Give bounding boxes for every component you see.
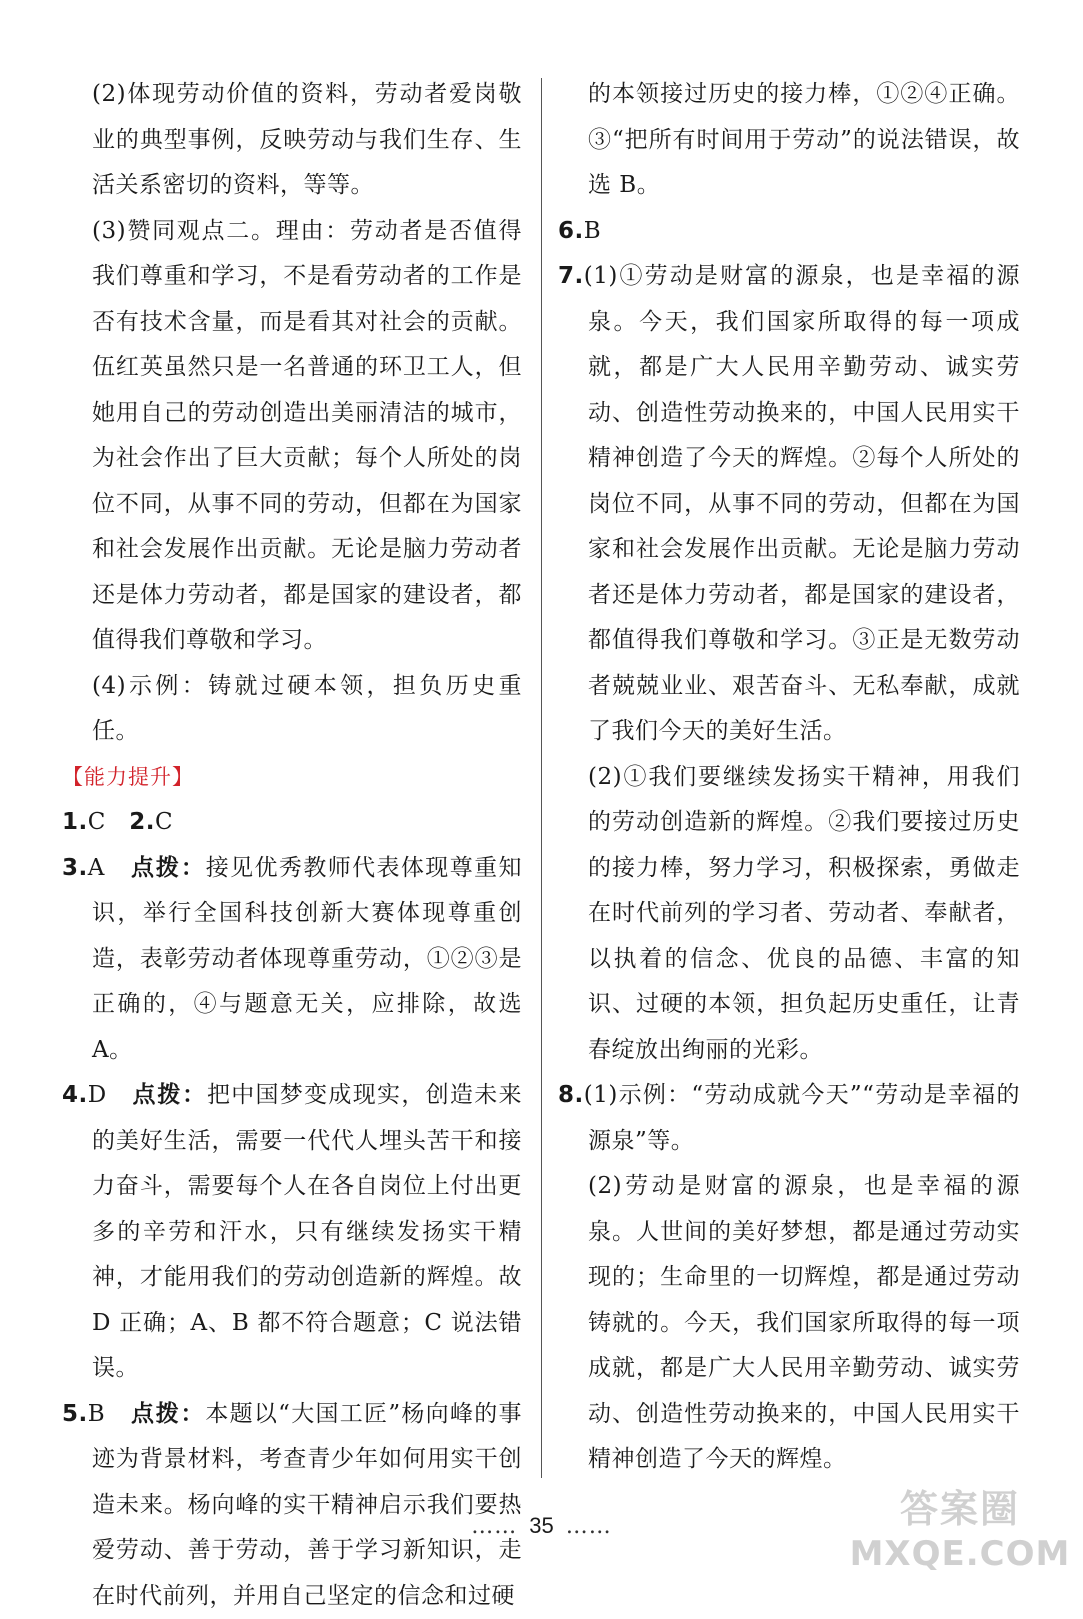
- answer-7-part-2: (2)①我们要继续发扬实干精神，用我们的劳动创造新的辉煌。②我们要接过历史的接力棒，努力学习，积极探索，勇做走在时代前列的学习者、劳动者、奉献者，以执着的信念、优良的品德、丰富的知识、过硬的本领，担负起历史重任，让青春绽放出绚丽的光彩。: [558, 755, 1020, 1074]
- watermark-url: MXQE.COM: [842, 1534, 1078, 1574]
- footer-dots-left: ……: [471, 1514, 517, 1539]
- answer-letter: C: [155, 809, 173, 835]
- left-column: [62, 72, 522, 1619]
- answer-letter: A: [88, 855, 105, 881]
- hint-text: 接见优秀教师代表体现尊重知识，举行全国科技创新大赛体现尊重创造，表彰劳动者体现尊重劳动，①②③是正确的，④与题意无关，应排除，故选 A。: [92, 855, 522, 1063]
- hint-label: 点拨：: [133, 1082, 207, 1108]
- column-divider: [541, 78, 542, 1478]
- question-number: 6.: [558, 218, 584, 244]
- question-number: 8.: [558, 1082, 584, 1108]
- answer-text: (1)示例：“劳动成就今天”“劳动是幸福的源泉”等。: [584, 1082, 1020, 1154]
- answer-5-continued: 的本领接过历史的接力棒，①②④正确。③“把所有时间用于劳动”的说法错误，故选 B。: [558, 72, 1020, 209]
- answer-8-part-1: [558, 1073, 1020, 1164]
- answer-5: [62, 1392, 522, 1619]
- question-number: 3.: [62, 855, 88, 881]
- answer-1-2: [62, 800, 522, 846]
- hint-label: 点拨：: [131, 855, 206, 881]
- answer-8-part-2: (2)劳动是财富的源泉，也是幸福的源泉。人世间的美好梦想，都是通过劳动实现的；生命里的一切辉煌，都是通过劳动铸就的。今天，我们国家所取得的每一项成就，都是广大人民用辛勤劳动、诚实劳动、创造性劳动换来的，中国人民用实干精神创造了今天的辉煌。: [558, 1164, 1020, 1483]
- answer-paragraph-4: (4)示例：铸就过硬本领，担负历史重任。: [62, 664, 522, 755]
- answer-letter: C: [88, 809, 106, 835]
- hint-label: 点拨：: [131, 1401, 205, 1427]
- question-number: 4.: [62, 1082, 88, 1108]
- answer-paragraph-3: (3)赞同观点二。理由：劳动者是否值得我们尊重和学习，不是看劳动者的工作是否有技术含量，而是看其对社会的贡献。伍红英虽然只是一名普通的环卫工人，但她用自己的劳动创造出美丽清洁的城市，为社会作出了巨大贡献；每个人所处的岗位不同，从事不同的劳动，但都在为国家和社会发展作出贡献。无论是脑力劳动者还是体力劳动者，都是国家的建设者，都值得我们尊敬和学习。: [62, 209, 522, 664]
- answer-6: [558, 209, 1020, 255]
- answer-letter: B: [584, 218, 601, 244]
- hint-text: 本题以“大国工匠”杨向峰的事迹为背景材料，考查青少年如何用实干创造未来。杨向峰的实干精神启示我们要热爱劳动、善于劳动，善于学习新知识，走在时代前列，并用自己坚定的信念和过硬: [92, 1401, 522, 1609]
- watermark-logo: [842, 1478, 1078, 1594]
- question-number: 7.: [558, 263, 584, 289]
- answer-letter: B: [88, 1401, 105, 1427]
- answer-text: (1)①劳动是财富的源泉，也是幸福的源泉。今天，我们国家所取得的每一项成就，都是广大人民用辛勤劳动、诚实劳动、创造性劳动换来的，中国人民用实干精神创造了今天的辉煌。②每个人所处的岗位不同，从事不同的劳动，但都在为国家和社会发展作出贡献。无论是脑力劳动者还是体力劳动者，都是国家的建设者，都值得我们尊敬和学习。③正是无数劳动者兢兢业业、艰苦奋斗、无私奉献，成就了我们今天的美好生活。: [584, 263, 1020, 744]
- question-number: 2.: [129, 809, 155, 835]
- hint-text: 把中国梦变成现实，创造未来的美好生活，需要一代代人埋头苦干和接力奋斗，需要每个人在各自岗位上付出更多的辛劳和汗水，只有继续发扬实干精神，才能用我们的劳动创造新的辉煌。故 D 正确；A、B 都不符合题意；C 说法错误。: [92, 1082, 522, 1381]
- watermark-title: 答案圈: [842, 1478, 1078, 1533]
- question-number: 1.: [62, 809, 88, 835]
- answer-letter: D: [88, 1082, 107, 1108]
- answer-3: [62, 846, 522, 1074]
- page-number: 35: [529, 1513, 553, 1538]
- footer-dots-right: ……: [566, 1514, 612, 1539]
- answer-4: [62, 1073, 522, 1392]
- section-heading: 【能力提升】: [62, 755, 522, 801]
- question-number: 5.: [62, 1401, 88, 1427]
- right-column: [558, 72, 1020, 1483]
- answer-paragraph-2: (2)体现劳动价值的资料，劳动者爱岗敬业的典型事例，反映劳动与我们生存、生活关系密切的资料，等等。: [62, 72, 522, 209]
- answer-7-part-1: [558, 254, 1020, 755]
